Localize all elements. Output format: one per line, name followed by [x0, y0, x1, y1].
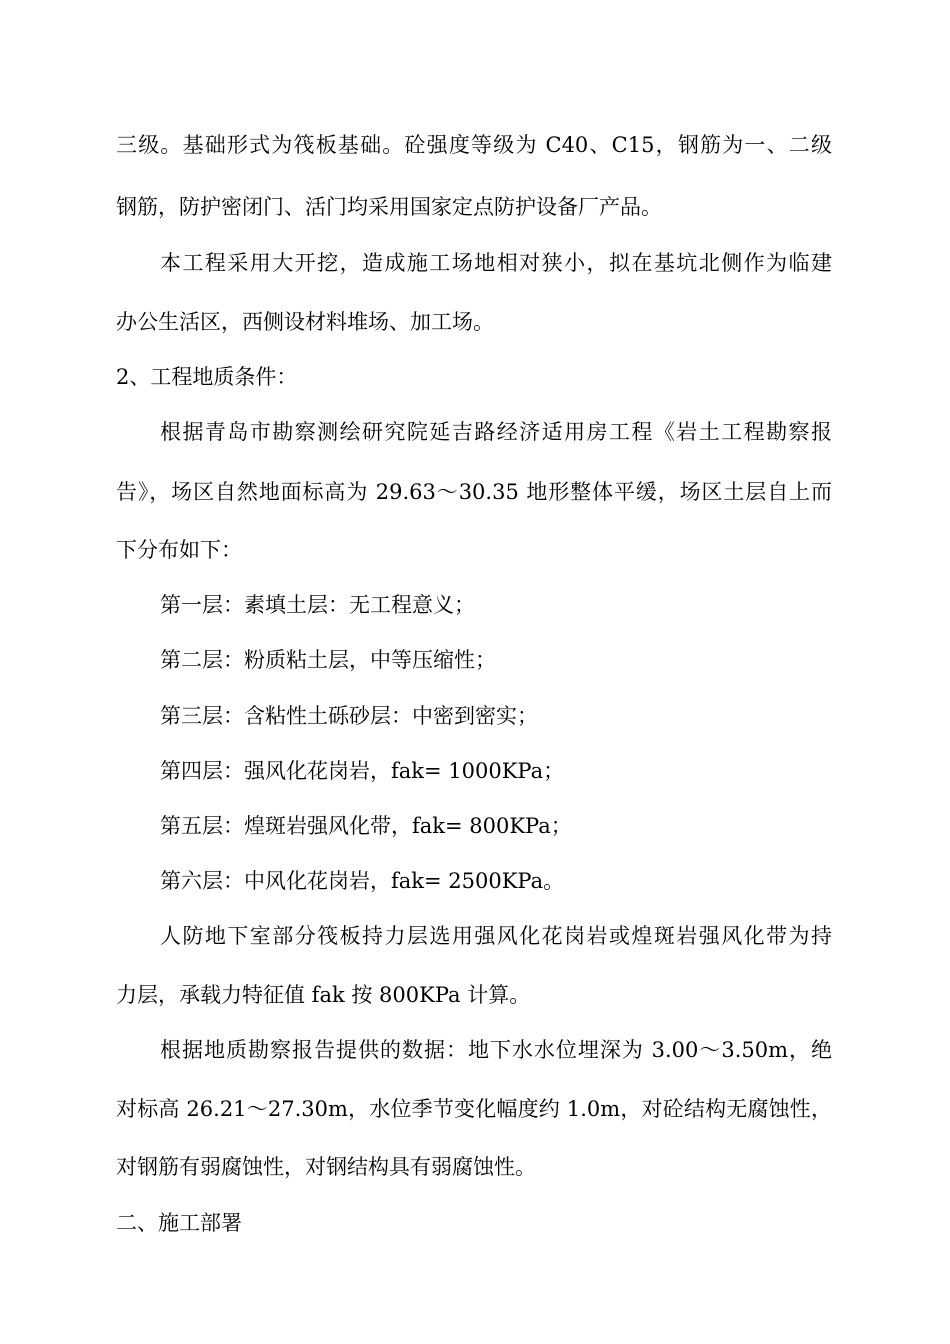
- paragraph-line: 人防地下室部分筏板持力层选用强风化花岗岩或煌斑岩强风化带为持: [160, 924, 832, 948]
- list-item: 第二层：粉质粘土层，中等压缩性；: [160, 648, 496, 672]
- paragraph-line: 本工程采用大开挖，造成施工场地相对狭小，拟在基坑北侧作为临建: [160, 251, 832, 275]
- section-heading: 2、工程地质条件：: [116, 365, 298, 389]
- list-item: 第四层：强风化花岗岩，fak= 1000KPa；: [160, 759, 565, 783]
- paragraph-line: 三级。基础形式为筏板基础。砼强度等级为 C40、C15，钢筋为一、二级: [116, 133, 832, 157]
- paragraph-line: 对标高 26.21～27.30m，水位季节变化幅度约 1.0m，对砼结构无腐蚀性，: [116, 1097, 832, 1121]
- paragraph-line: 告》，场区自然地面标高为 29.63～30.35 地形整体平缓，场区土层自上而: [116, 480, 832, 504]
- paragraph-line: 根据地质勘察报告提供的数据：地下水水位埋深为 3.00～3.50m，绝: [160, 1038, 832, 1062]
- paragraph-line: 对钢筋有弱腐蚀性，对钢结构具有弱腐蚀性。: [116, 1155, 536, 1179]
- paragraph-line: 根据青岛市勘察测绘研究院延吉路经济适用房工程《岩土工程勘察报: [160, 420, 832, 444]
- list-item: 第六层：中风化花岗岩，fak= 2500KPa。: [160, 869, 565, 893]
- paragraph-line: 钢筋，防护密闭门、活门均采用国家定点防护设备厂产品。: [116, 195, 662, 219]
- list-item: 第一层：素填土层：无工程意义；: [160, 593, 475, 617]
- list-item: 第五层：煌斑岩强风化带，fak= 800KPa；: [160, 814, 572, 838]
- section-heading: 二、施工部署: [116, 1211, 242, 1235]
- paragraph-line: 办公生活区，西侧设材料堆场、加工场。: [116, 310, 494, 334]
- paragraph-line: 下分布如下：: [116, 538, 242, 562]
- list-item: 第三层：含粘性土砾砂层：中密到密实；: [160, 704, 538, 728]
- paragraph-line: 力层，承载力特征值 fak 按 800KPa 计算。: [116, 983, 531, 1007]
